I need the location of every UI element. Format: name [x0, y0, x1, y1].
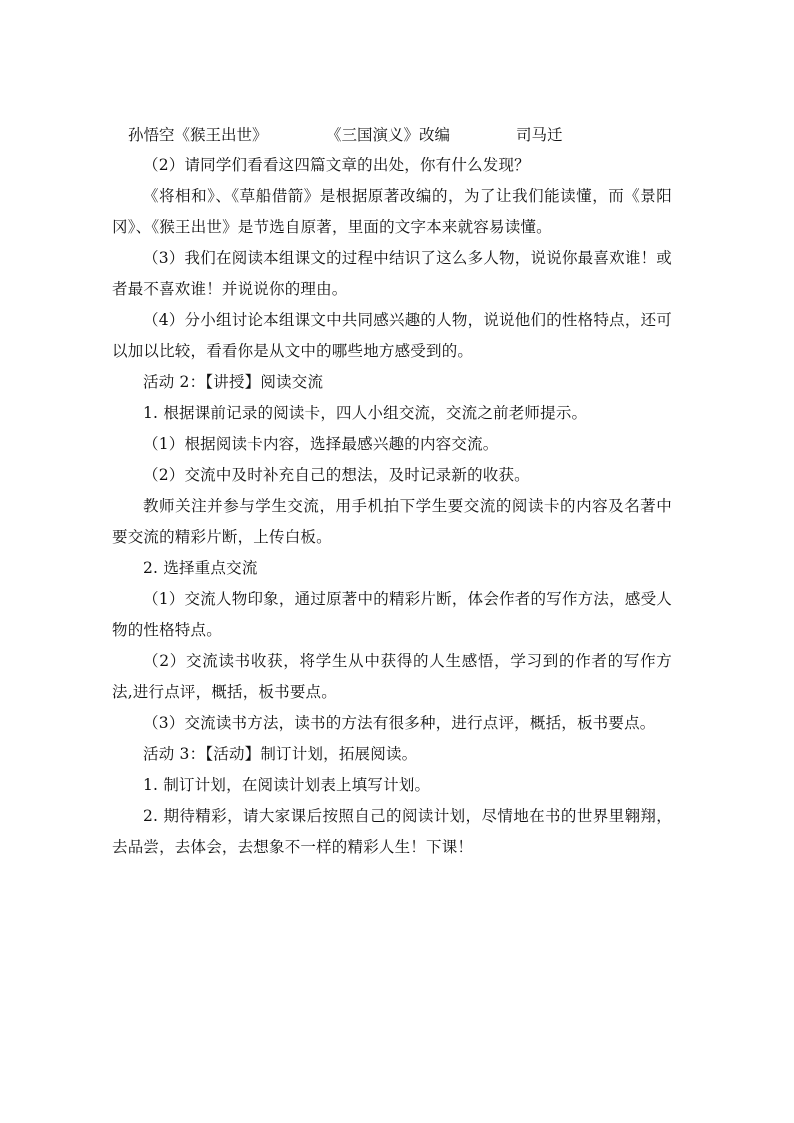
activity-2-step-2-item-2: （2）交流读书收获，将学生从中获得的人生感悟，学习到的作者的写作方法,进行点评，概括，板书要点。 — [112, 652, 672, 701]
paragraph-question-2: （2）请同学们看看这四篇文章的出处，你有什么发现？ — [143, 156, 530, 174]
activity-2-step-2-item-3: （3）交流读书方法，读书的方法有很多种，进行点评，概括，板书要点。 — [143, 714, 656, 732]
activity-3-heading: 活动 3：【活动】制订计划，拓展阅读。 — [143, 745, 418, 763]
paragraph-answer-2: 《将相和》、《草船借箭》是根据原著改编的，为了让我们能读懂，而《景阳冈》、《猴王出世》是节选自原著，里面的文字本来就容易读懂。 — [112, 187, 672, 236]
activity-3-step-1: 1. 制订计划，在阅读计划表上填写计划。 — [143, 776, 431, 794]
activity-2-step-1-item-1: （1）根据阅读卡内容，选择最感兴趣的内容交流。 — [143, 435, 499, 453]
paragraph-teacher-note: 教师关注并参与学生交流，用手机拍下学生要交流的阅读卡的内容及名著中要交流的精彩片断，上传白板。 — [112, 497, 672, 546]
activity-3-step-2: 2. 期待精彩，请大家课后按照自己的阅读计划，尽情地在书的世界里翱翔，去品尝，去体会，去想象不一样的精彩人生！下课！ — [112, 807, 672, 856]
source-row-col3: 司马迁 — [516, 126, 563, 144]
activity-2-step-1-item-2: （2）交流中及时补充自己的想法，及时记录新的收获。 — [143, 466, 530, 484]
source-row-col1: 孙悟空《猴王出世》 — [128, 126, 268, 144]
activity-2-step-1: 1. 根据课前记录的阅读卡，四人小组交流，交流之前老师提示。 — [143, 404, 588, 422]
activity-2-heading: 活动 2：【讲授】阅读交流 — [143, 373, 324, 391]
source-row — [112, 120, 672, 150]
activity-2-step-2: 2. 选择重点交流 — [143, 559, 258, 577]
activity-2-step-2-item-1: （1）交流人物印象，通过原著中的精彩片断，体会作者的写作方法，感受人物的性格特点。 — [112, 590, 672, 639]
document-body — [112, 120, 672, 863]
source-row-col2: 《三国演义》改编 — [326, 126, 451, 144]
paragraph-question-4: （4）分小组讨论本组课文中共同感兴趣的人物，说说他们的性格特点，还可以加以比较，看看你是从文中的哪些地方感受到的。 — [112, 311, 672, 360]
paragraph-question-3: （3）我们在阅读本组课文的过程中结识了这么多人物，说说你最喜欢谁！或者最不喜欢谁！并说说你的理由。 — [112, 249, 672, 298]
